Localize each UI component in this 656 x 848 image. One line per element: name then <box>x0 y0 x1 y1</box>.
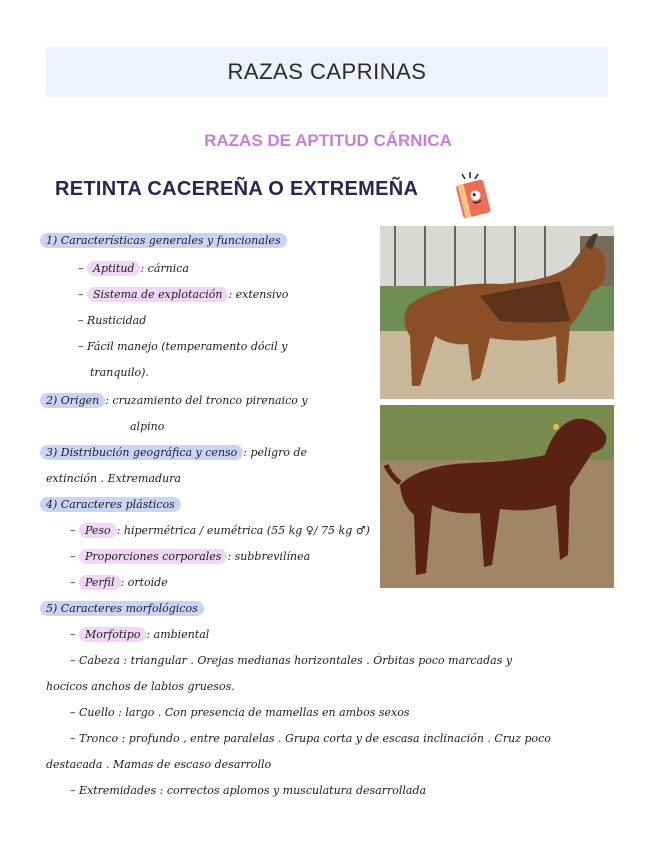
note-manejo: – Fácil manejo (temperamento dócil y <box>78 340 288 353</box>
note-cabeza: – Cabeza : triangular . Orejas medianas horizontales . Órbitas poco marcadas y <box>70 654 513 667</box>
note-cabeza-cont: hocicos anchos de labios gruesos. <box>46 680 235 693</box>
goat-photo-2 <box>380 405 614 588</box>
plastic-heading: 4) Caracteres plásticos <box>40 498 181 511</box>
note-tronco: – Tronco : profundo , entre paralelas . Grupa corta y de escasa inclinación . Cruz poco <box>70 732 551 745</box>
breed-title: RETINTA CACEREÑA O EXTREMEÑA <box>55 178 419 200</box>
note-proporciones: – Proporciones corporales : subbrevilínea <box>70 550 311 563</box>
note-aptitud: – Aptitud : cárnica <box>78 262 189 275</box>
section-title: RAZAS DE APTITUD CÁRNICA <box>204 131 452 150</box>
note-extremidades: – Extremidades : correctos aplomos y musculatura desarrollada <box>70 784 427 797</box>
note-manejo-cont: tranquilo). <box>90 366 149 379</box>
note-morfotipo: – Morfotipo : ambiental <box>70 628 210 641</box>
distribution-line: 3) Distribución geográfica y censo : peligro de <box>40 446 307 459</box>
distribution-line-cont: extinción . Extremadura <box>46 472 181 485</box>
page-title: RAZAS CAPRINAS <box>227 59 427 84</box>
note-cuello: – Cuello : largo . Con presencia de mamellas en ambos sexos <box>70 706 410 719</box>
note-tronco-cont: destacada . Mamas de escaso desarrollo <box>46 758 272 771</box>
note-peso: – Peso : hipermétrica / eumétrica (55 kg ♀/ 75 kg ♂) <box>70 524 370 537</box>
note-perfil: – Perfil : ortoide <box>70 576 168 589</box>
book-sticker-icon <box>452 170 494 220</box>
title-banner <box>46 47 608 97</box>
origin-line: 2) Origen : cruzamiento del tronco pirenaico y <box>40 394 308 407</box>
origin-line-cont: alpino <box>130 420 165 433</box>
goat-photo-1 <box>380 226 614 399</box>
note-rusticidad: – Rusticidad <box>78 314 147 327</box>
note-sistema: – Sistema de explotación : extensivo <box>78 288 289 301</box>
characteristics-heading: 1) Características generales y funcionales <box>40 234 287 247</box>
morphology-heading: 5) Caracteres morfológicos <box>40 602 204 615</box>
